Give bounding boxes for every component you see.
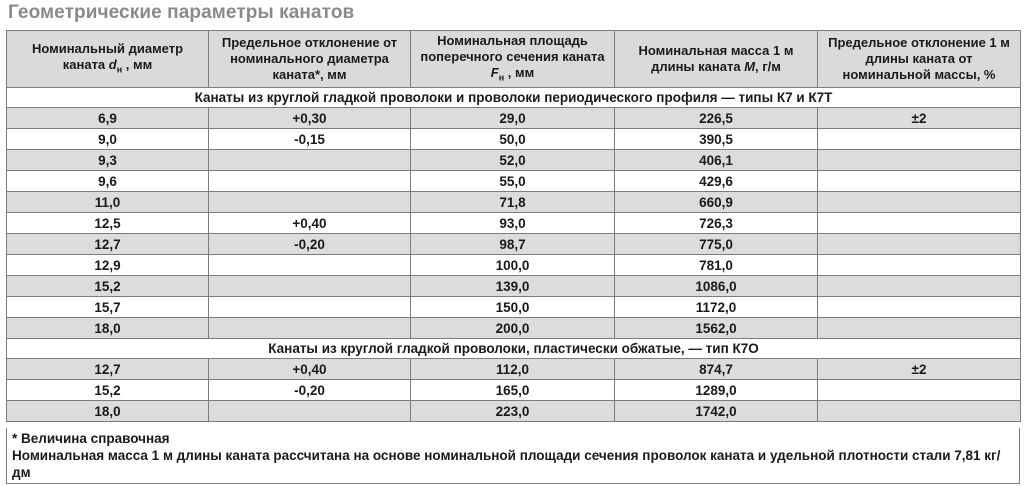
cell-diameter: 9,6 [7, 171, 209, 192]
table-header-row [7, 31, 1021, 88]
cell-mass-deviation [818, 318, 1021, 339]
header-mass-deviation-label: Предельное отклонение 1 м длины каната от номинальной массы, % [828, 35, 1010, 82]
cell-mass-deviation: ±2 [818, 359, 1021, 380]
section-title-row [7, 339, 1021, 359]
cell-diameter: 11,0 [7, 192, 209, 213]
cell-diameter: 12,7 [7, 359, 209, 380]
cell-area: 52,0 [411, 150, 615, 171]
cell-area: 71,8 [411, 192, 615, 213]
header-mass-label: Номинальная масса 1 м длины каната [638, 43, 794, 74]
cell-mass-deviation [818, 380, 1021, 401]
header-mass-symbol: M [744, 59, 756, 74]
table-body [7, 88, 1021, 422]
table-row [7, 108, 1021, 129]
cell-mass: 1172,0 [615, 297, 818, 318]
section-title: Канаты из круглой гладкой проволоки и проволоки периодического профиля — типы К7 и К7Т [7, 88, 1021, 108]
section-title: Канаты из круглой гладкой проволоки, пластически обжатые, — тип К7О [7, 339, 1021, 359]
cell-mass: 775,0 [615, 234, 818, 255]
cell-mass: 1289,0 [615, 380, 818, 401]
cell-mass: 874,7 [615, 359, 818, 380]
cell-area: 55,0 [411, 171, 615, 192]
header-diameter-unit: , мм [122, 56, 153, 72]
cell-diameter: 9,0 [7, 129, 209, 150]
cell-mass: 406,1 [615, 150, 818, 171]
cell-area: 200,0 [411, 318, 615, 339]
cell-mass-deviation [818, 297, 1021, 318]
cell-mass-deviation [818, 129, 1021, 150]
cell-area: 29,0 [411, 108, 615, 129]
header-diameter-symbol: d [108, 56, 117, 72]
header-diameter-label: Номинальный диаметр каната [31, 40, 184, 72]
cell-mass: 1562,0 [615, 318, 818, 339]
table-row [7, 401, 1021, 422]
cell-mass: 660,9 [615, 192, 818, 213]
cell-mass-deviation [818, 401, 1021, 422]
cell-diameter: 12,7 [7, 234, 209, 255]
cell-mass-deviation [818, 234, 1021, 255]
cell-diameter: 18,0 [7, 318, 209, 339]
cell-mass-deviation [818, 213, 1021, 234]
header-diameter-deviation-label: Предельное отклонение от номинального диаметра каната*, мм [221, 35, 398, 82]
cell-mass-deviation [818, 150, 1021, 171]
cell-diameter-deviation [209, 297, 411, 318]
table-row [7, 213, 1021, 234]
table-row [7, 234, 1021, 255]
cell-area: 165,0 [411, 380, 615, 401]
note-mass-calculation: Номинальная масса 1 м длины каната рассчитана на основе номинальной площади сечения проволок каната и удельной плотности стали 7,81 кг/дм [12, 448, 1001, 480]
cell-mass-deviation [818, 171, 1021, 192]
cell-mass: 726,3 [615, 213, 818, 234]
cell-area: 112,0 [411, 359, 615, 380]
cell-area: 93,0 [411, 213, 615, 234]
header-diameter-deviation [209, 31, 411, 88]
cell-diameter-deviation: -0,20 [209, 234, 411, 255]
header-diameter-subscript: н [116, 64, 123, 75]
cell-area: 150,0 [411, 297, 615, 318]
cell-diameter-deviation [209, 192, 411, 213]
cell-diameter: 12,5 [7, 213, 209, 234]
table-row [7, 255, 1021, 276]
cell-diameter: 9,3 [7, 150, 209, 171]
header-area-symbol: F [490, 64, 499, 80]
cell-diameter: 15,2 [7, 276, 209, 297]
table-row [7, 318, 1021, 339]
cell-mass-deviation [818, 192, 1021, 213]
cell-diameter-deviation [209, 318, 411, 339]
cell-diameter-deviation [209, 401, 411, 422]
cell-mass: 429,6 [615, 171, 818, 192]
cell-diameter: 6,9 [7, 108, 209, 129]
table-row [7, 276, 1021, 297]
header-area-label: Номинальная площадь поперечного сечения каната [420, 32, 605, 64]
cell-diameter: 18,0 [7, 401, 209, 422]
cell-diameter: 15,2 [7, 380, 209, 401]
table-notes [6, 428, 1020, 484]
cell-diameter-deviation: +0,40 [209, 213, 411, 234]
header-area-unit: , мм [504, 64, 535, 80]
rope-parameters-table [6, 30, 1021, 422]
note-reference: * Величина справочная [12, 431, 170, 446]
cell-diameter-deviation [209, 171, 411, 192]
cell-diameter-deviation: -0,20 [209, 380, 411, 401]
cell-diameter: 12,9 [7, 255, 209, 276]
cell-mass: 781,0 [615, 255, 818, 276]
cell-diameter-deviation: +0,30 [209, 108, 411, 129]
cell-diameter-deviation: -0,15 [209, 129, 411, 150]
cell-mass: 1742,0 [615, 401, 818, 422]
table-row [7, 359, 1021, 380]
page-title: Геометрические параметры канатов [8, 2, 355, 23]
table-row [7, 297, 1021, 318]
table-row [7, 192, 1021, 213]
cell-diameter-deviation [209, 276, 411, 297]
cell-area: 223,0 [411, 401, 615, 422]
cell-area: 50,0 [411, 129, 615, 150]
cell-area: 98,7 [411, 234, 615, 255]
table-row [7, 171, 1021, 192]
cell-mass: 1086,0 [615, 276, 818, 297]
header-area-subscript: н [498, 72, 505, 83]
cell-diameter-deviation: +0,40 [209, 359, 411, 380]
header-area [411, 31, 615, 88]
cell-area: 100,0 [411, 255, 615, 276]
cell-area: 139,0 [411, 276, 615, 297]
header-diameter [7, 31, 209, 88]
table-row [7, 150, 1021, 171]
table-row [7, 129, 1021, 150]
cell-diameter-deviation [209, 255, 411, 276]
header-mass-deviation [818, 31, 1021, 88]
cell-mass-deviation [818, 276, 1021, 297]
cell-mass-deviation [818, 255, 1021, 276]
header-mass [615, 31, 818, 88]
cell-mass: 390,5 [615, 129, 818, 150]
section-title-row [7, 88, 1021, 108]
cell-mass: 226,5 [615, 108, 818, 129]
table-row [7, 380, 1021, 401]
cell-diameter-deviation [209, 150, 411, 171]
cell-mass-deviation: ±2 [818, 108, 1021, 129]
cell-diameter: 15,7 [7, 297, 209, 318]
header-mass-unit: , г/м [755, 59, 781, 74]
